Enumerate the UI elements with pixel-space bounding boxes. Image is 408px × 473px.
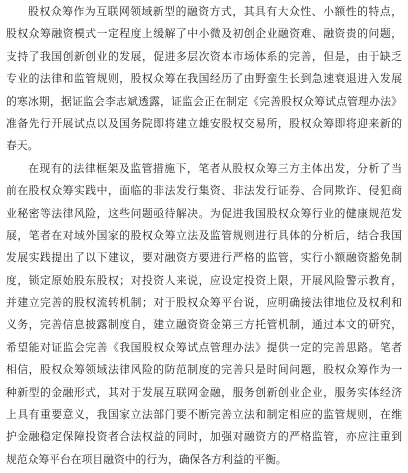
text-line: 种新型的金融形式，其对于发展互联网金融，服务创新创业企业，服务实体经济 <box>6 385 402 399</box>
text-line: 规范众筹平台在项目融资中的行为，确保各方利益的平衡。 <box>6 452 287 466</box>
text-line: 相信，股权众筹领域法律风险的防范制度的完善只是时间问题，股权众筹作为一 <box>6 363 402 377</box>
paragraph-1 <box>6 1 402 158</box>
text-line: 股权众筹作为互联网领域新型的融资方式，其具有大众性、小额性的特点， <box>28 5 402 18</box>
text-line: 并建立完善的股权流转机制；对于股权众筹平台说，应明确接法律地位及权利和 <box>6 296 402 310</box>
text-line: 股权众筹融资模式一定程度上缓解了中小微及初创企业融资难、融资贵的问题， <box>6 27 402 41</box>
text-line: 前在股权众筹实践中，面临的非法发行集资、非法发行证券、合同欺诈、侵犯商 <box>6 184 402 198</box>
text-line: 义务，完善信息披露制度自，建立融资资金第三方托管机制，通过本文的研究， <box>6 318 402 332</box>
text-line: 护金融稳定保障投资者合法权益的同时，加强对融资方的严格监管，亦应注重到 <box>6 430 402 444</box>
text-line: 展，笔者在对域外国家的股权众筹立法及监管规则进行具体的分析后，结合我国 <box>6 228 402 242</box>
text-line: 发展实践提出了以下建议，要对融资方要进行严格的监管，实行小额融资豁免制 <box>6 251 402 265</box>
text-line: 在现有的法律框架及监管措施下，笔者从股权众筹三方主体出发，分析了当 <box>28 161 402 175</box>
text-line: 春天。 <box>6 139 39 153</box>
text-line: 支持了我国创新创业的发展，促进多层次资本市场体系的完善，但是，由于缺乏 <box>6 49 402 63</box>
text-line: 的寒冰期，据证监会李志斌透露，证监会正在制定《完善股权众筹试点管理办法》 <box>6 94 402 108</box>
text-line: 专业的法律和监管规则，股权众筹在我国经历了由野蛮生长到急速衰退进入发展 <box>6 72 402 86</box>
text-line: 度，锁定原始股东股权；对投资人来说，应设定投资上限，开展风险警示教育， <box>6 273 402 287</box>
text-line: 希望能对证监会完善《我国股权众筹试点管理办法》提供一定的完善思路。笔者 <box>6 340 402 354</box>
text-line: 准备先行开展试点以及国务院即将建立雄安股权交易所，股权众筹即将迎来新的 <box>6 116 402 130</box>
paragraph-2 <box>6 158 402 471</box>
text-line: 业秘密等法律风险，这些问题亟待解决。为促进我国股权众筹行业的健康规范发 <box>6 206 402 220</box>
text-line: 上具有重要意义，我国家立法部门要不断完善立法和制定相应的监管规则，在维 <box>6 408 402 422</box>
